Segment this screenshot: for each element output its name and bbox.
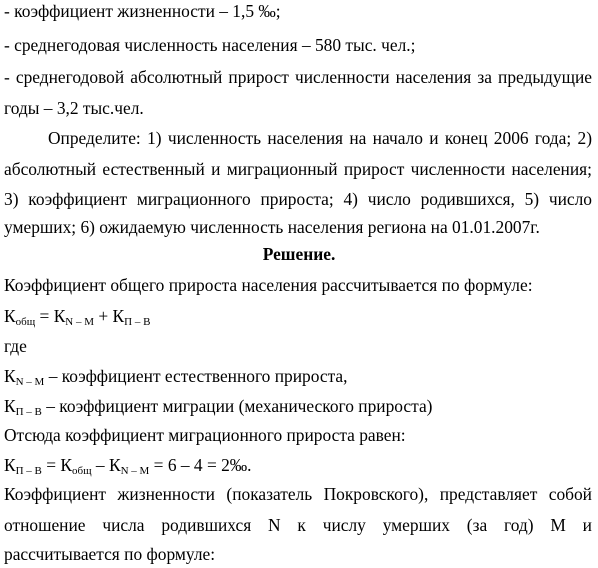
where-text: где	[4, 336, 27, 356]
task-paragraph-line: 3) коэффициент миграционного прироста; 4) число родившихся, 5) число	[4, 189, 592, 209]
formula-intro-text: Коэффициент общего прироста населения рассчитывается по формуле:	[4, 275, 533, 295]
formula-symbol: = К	[41, 455, 72, 475]
definition-migration	[4, 396, 432, 418]
formula-subscript: N – M	[15, 376, 45, 388]
definition-text: – коэффициент миграции (механического прироста)	[41, 396, 433, 416]
formula-subscript: общ	[15, 316, 36, 328]
migration-intro-text: Отсюда коэффициент миграционного прироста равен:	[4, 425, 406, 445]
formula-subscript: П – В	[15, 406, 42, 418]
formula-symbol: – К	[91, 455, 121, 475]
formula-total-growth	[4, 306, 150, 328]
formula-symbol: = К	[35, 306, 66, 326]
formula-symbol: К	[4, 366, 16, 386]
task-paragraph-line: абсолютный естественный и миграционный прирост численности населения;	[4, 159, 592, 179]
list-item-avg-growth-cont: годы – 3,2 тыс.чел.	[4, 98, 144, 118]
formula-symbol: К	[4, 396, 16, 416]
formula-subscript: N – M	[120, 465, 150, 477]
formula-symbol: + К	[94, 306, 125, 326]
vitality-paragraph-line: Коэффициент жизненности (показатель Покровского), представляет собой	[4, 484, 592, 504]
formula-subscript: П – В	[124, 316, 151, 328]
formula-subscript: П – В	[15, 465, 42, 477]
list-item-vitality: - коэффициент жизненности – 1,5 ‰;	[4, 1, 281, 21]
solution-heading: Решение.	[262, 244, 336, 264]
formula-migration-growth	[4, 455, 252, 477]
task-paragraph-line: умерших; 6) ожидаемую численность населения региона на 01.01.2007г.	[4, 217, 540, 237]
formula-symbol: К	[4, 306, 16, 326]
formula-subscript: общ	[72, 465, 92, 477]
formula-symbol: К	[4, 455, 16, 475]
definition-text: – коэффициент естественного прироста,	[44, 366, 348, 386]
formula-subscript: N – M	[65, 316, 95, 328]
list-item-avg-growth: - среднегодовой абсолютный прирост численности населения за предыдущие	[4, 67, 592, 87]
vitality-paragraph-line: отношение числа родившихся N к числу умерших (за год) М и	[4, 515, 592, 535]
task-paragraph-line: Определите: 1) численность населения на начало и конец 2006 года; 2)	[48, 128, 592, 148]
definition-natural-growth	[4, 366, 347, 388]
vitality-paragraph-line: рассчитывается по формуле:	[4, 544, 216, 564]
list-item-avg-population: - среднегодовая численность населения – 580 тыс. чел.;	[4, 35, 416, 55]
formula-result: = 6 – 4 = 2‰.	[149, 455, 252, 475]
